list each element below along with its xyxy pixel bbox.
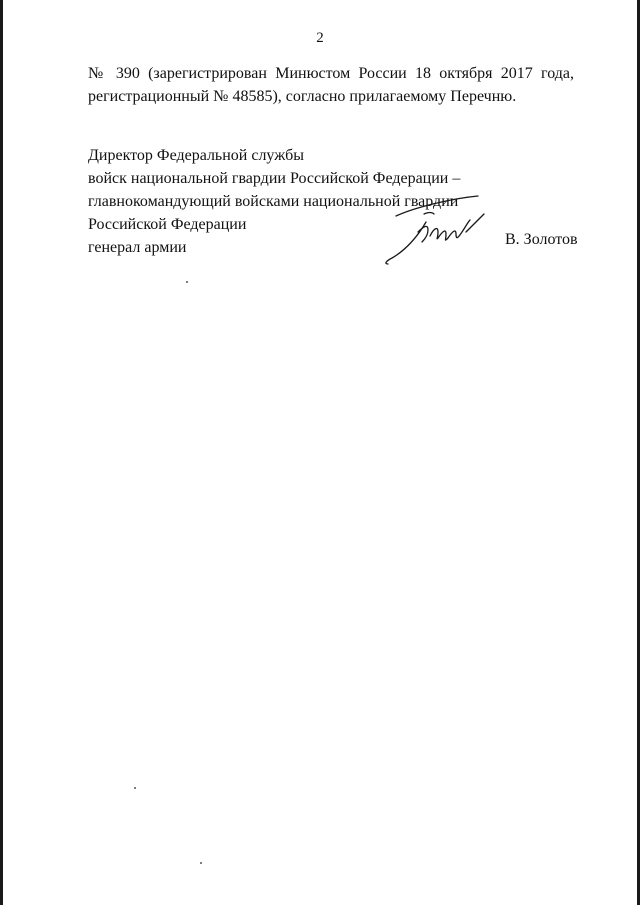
paragraph-line-2: регистрационный № 48585), согласно прилагаемому Перечню. (88, 88, 517, 105)
signatory-title-line: генерал армии (88, 239, 187, 256)
scan-speck (134, 787, 136, 789)
paragraph-line-1: № 390 (зарегистрирован Минюстом России 18 октября 2017 года, (88, 65, 574, 82)
body-paragraph (88, 62, 574, 108)
handwritten-signature (378, 192, 498, 268)
signatory-title-line: Российской Федерации (88, 216, 247, 233)
signatory-title-line: войск национальной гвардии Российской Федерации – (88, 170, 461, 187)
scan-speck (200, 862, 202, 864)
signatory-title-line: Директор Федеральной службы (88, 147, 304, 164)
page-edge-left (0, 0, 3, 905)
signatory-title-line: главнокомандующий войсками национальной гвардии (88, 193, 459, 210)
signatory-name: В. Золотов (505, 231, 578, 248)
scan-speck (186, 281, 188, 283)
page-number: 2 (316, 30, 324, 46)
